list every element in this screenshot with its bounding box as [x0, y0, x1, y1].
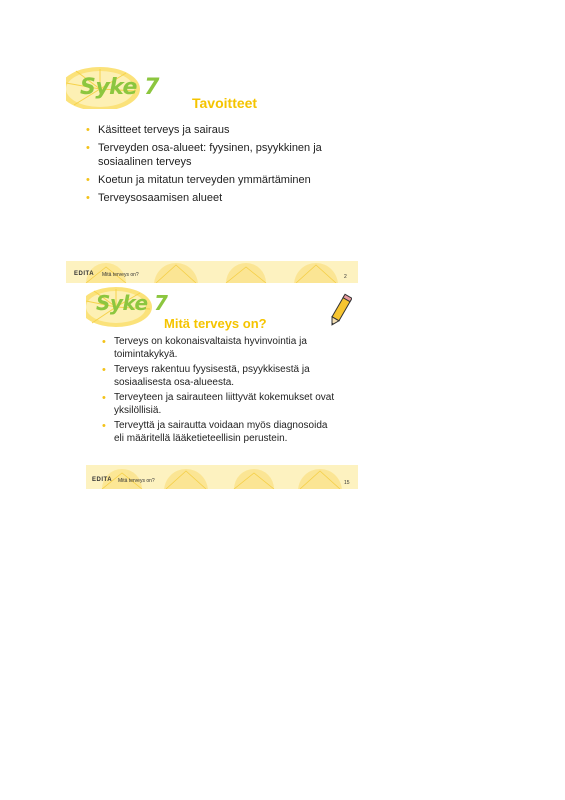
list-item: • Terveys on kokonaisvaltaista hyvinvointia ja toimintakykyä. [114, 336, 340, 361]
slide-footer [86, 465, 358, 489]
slide-footer [66, 261, 358, 283]
syke7-logo [66, 63, 158, 109]
list-item: • Terveyden osa-alueet: fyysinen, psyykkinen ja sosiaalinen terveys [98, 141, 348, 169]
footer-text: Mitä terveys on? [118, 478, 155, 484]
logo-text: Syke 7 [96, 291, 168, 315]
page-number: 15 [344, 480, 350, 486]
list-item: • Terveyteen ja sairauteen liittyvät kokemukset ovat yksilöllisiä. [114, 392, 340, 417]
slide-title: Tavoitteet [192, 95, 258, 111]
pencil-icon [328, 293, 352, 329]
list-item: • Terveysosaamisen alueet [98, 191, 348, 205]
slide-1 [66, 55, 358, 283]
bullet-list [98, 123, 348, 205]
syke7-logo [86, 285, 170, 327]
edita-brand: EDITA [74, 271, 95, 277]
edita-brand: EDITA [92, 477, 113, 483]
page-number: 2 [344, 274, 347, 280]
list-item: • Terveyttä ja sairautta voidaan myös diagnosoida eli määritellä lääketieteellisin perustein. [114, 420, 340, 445]
bullet-list [114, 336, 340, 445]
list-item: • Koetun ja mitatun terveyden ymmärtäminen [98, 173, 348, 187]
footer-text: Mitä terveys on? [102, 272, 139, 278]
slide-2 [86, 283, 358, 489]
slide-title: Mitä terveys on? [164, 316, 267, 331]
list-item: • Terveys rakentuu fyysisestä, psyykkisestä ja sosiaalisesta osa-alueesta. [114, 364, 340, 389]
logo-text: Syke 7 [80, 75, 159, 100]
list-item: • Käsitteet terveys ja sairaus [98, 123, 348, 137]
footer-citrus-band [86, 465, 358, 489]
